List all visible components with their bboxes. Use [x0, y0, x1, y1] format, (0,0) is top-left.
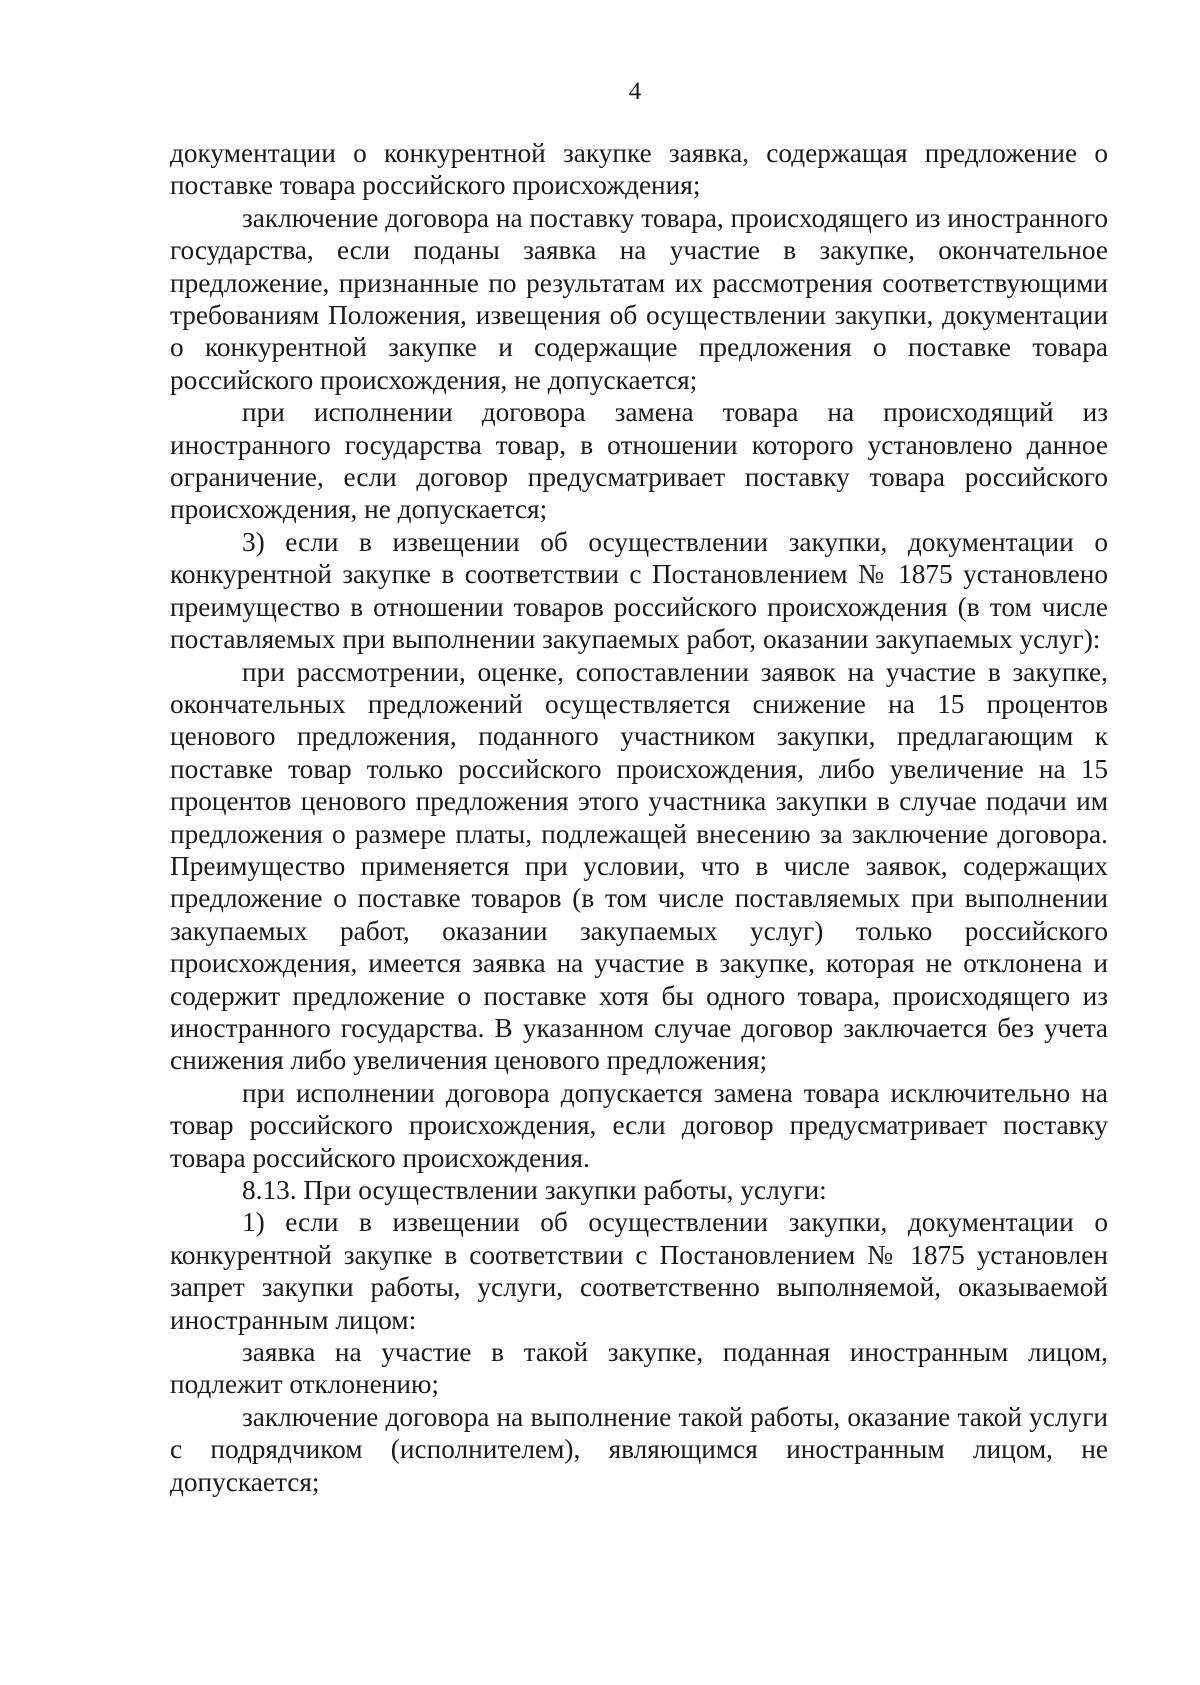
paragraph: заключение договора на поставку товара, происходящего из иностранного государства, если поданы заявка на участие в закупке, окончательное предложение, признанные по результатам их рассмотрения соответствующими требованиям Положения, извещения об осуществлении закупки, документации о конкурентной закупке и содержащие предложения о поставке товара российского происхождения, не допускается;: [170, 202, 1108, 395]
paragraph: при рассмотрении, оценке, сопоставлении заявок на участие в закупке, окончательных предложений осуществляется снижение на 15 процентов ценового предложения, поданного участником закупки, предлагающим к поставке товар только российского происхождения, либо увеличение на 15 процентов ценового предложения этого участника закупки в случае подачи им предложения о размере платы, подлежащей внесению за заключение договора. Преимущество применяется при условии, что в числе заявок, содержащих предложение о поставке товаров (в том числе поставляемых при выполнении закупаемых работ, оказании закупаемых услуг) только российского происхождения, имеется заявка на участие в закупке, которая не отклонена и содержит предложение о поставке хотя бы одного товара, происходящего из иностранного государства. В указанном случае договор заключается без учета снижения либо увеличения ценового предложения;: [170, 656, 1108, 1076]
paragraph-continuation: документации о конкурентной закупке заявка, содержащая предложение о поставке товара российского происхождения;: [170, 138, 1108, 201]
section-heading: 8.13. При осуществлении закупки работы, услуги:: [242, 1175, 827, 1205]
paragraph: при исполнении договора допускается замена товара исключительно на товар российского происхождения, если договор предусматривает поставку товара российского происхождения.: [170, 1077, 1108, 1173]
document-body: [170, 137, 1108, 1498]
page-number: 4: [628, 78, 642, 105]
paragraph: 3) если в извещении об осуществлении закупки, документации о конкурентной закупке в соответствии с Постановлением № 1875 установлено преимущество в отношении товаров российского происхождения (в том числе поставляемых при выполнении закупаемых работ, оказании закупаемых услуг):: [170, 526, 1108, 655]
paragraph: заключение договора на выполнение такой работы, оказание такой услуги с подрядчиком (исполнителем), являющимся иностранным лицом, не допускается;: [170, 1401, 1108, 1497]
paragraph: 1) если в извещении об осуществлении закупки, документации о конкурентной закупке в соответствии с Постановлением № 1875 установлен запрет закупки работы, услуги, соответственно выполняемой, оказываемой иностранным лицом:: [170, 1207, 1108, 1335]
paragraph: заявка на участие в такой закупке, поданная иностранным лицом, подлежит отклонению;: [170, 1337, 1108, 1400]
paragraph: при исполнении договора замена товара на происходящий из иностранного государства товар, в отношении которого установлено данное ограничение, если договор предусматривает поставку товара российского происхождения, не допускается;: [170, 397, 1108, 525]
